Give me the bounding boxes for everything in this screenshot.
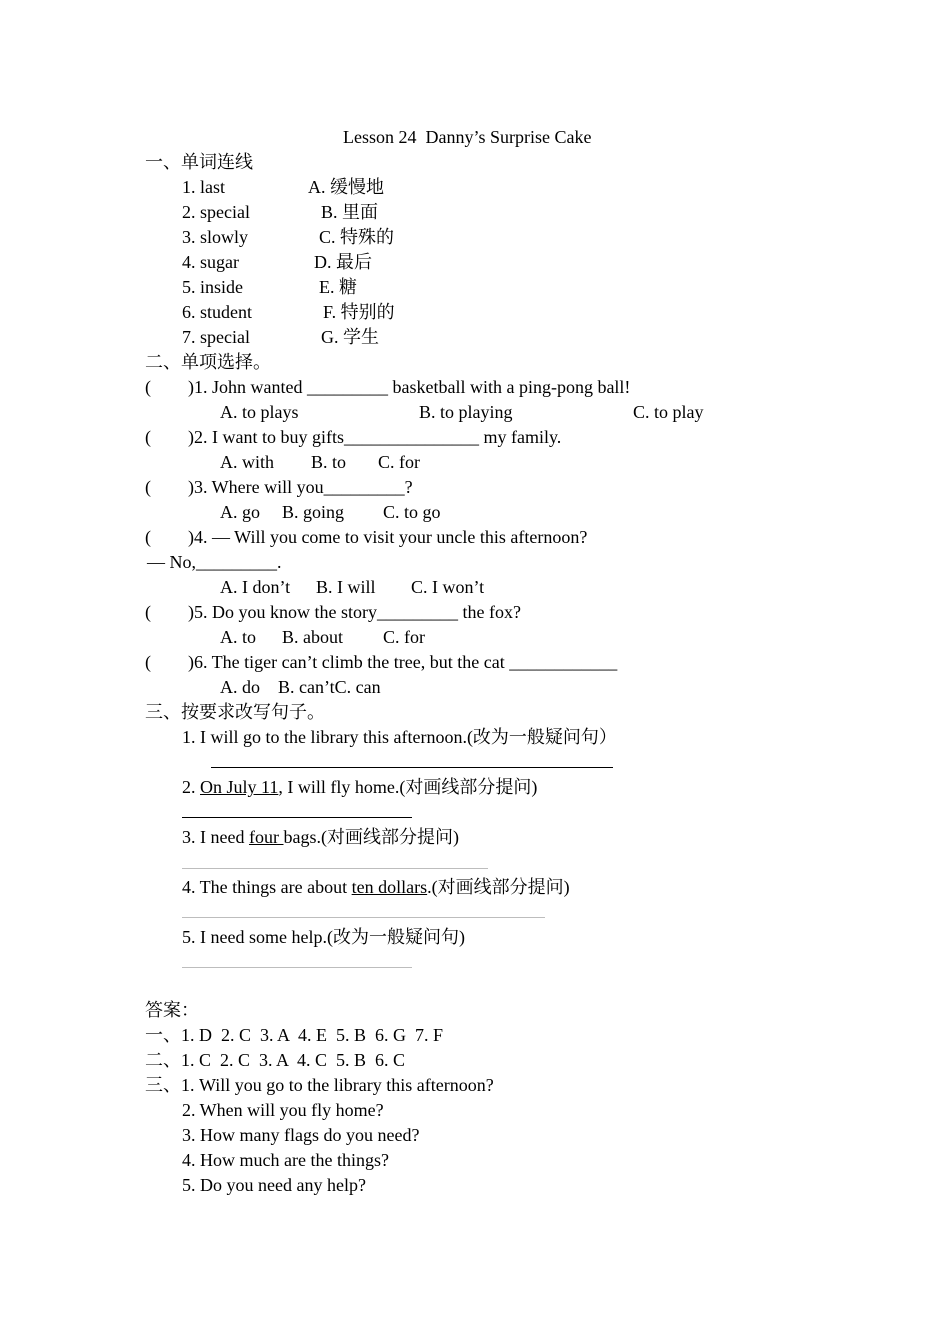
- word-right: C. 特殊的: [319, 227, 395, 247]
- section1-heading: 一、单词连线: [145, 152, 253, 172]
- answer-line[interactable]: [182, 917, 545, 918]
- option: A. with: [220, 452, 274, 472]
- rewrite-task: 4. The things are about ten dollars.(对画线部分提问): [182, 877, 570, 897]
- dialogue-reply: — No,_________.: [147, 552, 282, 572]
- word-left: 7. special: [182, 327, 250, 347]
- underlined-phrase: ten dollars: [351, 877, 428, 897]
- section3-heading: 三、按要求改写句子。: [145, 702, 325, 722]
- answer-paren: (: [145, 377, 151, 397]
- question-text: )5. Do you know the story_________ the fox?: [188, 602, 521, 622]
- option: B. to: [311, 452, 347, 472]
- answer-paren: (: [145, 427, 151, 447]
- answers-heading: 答案：: [145, 1000, 199, 1020]
- answer-line[interactable]: [182, 868, 488, 869]
- option: B. to playing: [419, 402, 513, 422]
- option: B. going: [282, 502, 345, 522]
- page-title: Lesson 24 Danny’s Surprise Cake: [343, 127, 592, 147]
- option: B. I will: [316, 577, 376, 597]
- question-text: )6. The tiger can’t climb the tree, but the cat ____________: [188, 652, 618, 672]
- answer-paren: (: [145, 602, 151, 622]
- rewrite-task: 1. I will go to the library this afternoon.(改为一般疑问句）: [182, 727, 617, 747]
- option: C. for: [383, 627, 425, 647]
- answer-paren: (: [145, 652, 151, 672]
- answer-line-text: 一、1. D 2. C 3. A 4. E 5. B 6. G 7. F: [145, 1025, 444, 1045]
- option: B. about: [282, 627, 343, 647]
- underlined-phrase: On July 11: [200, 777, 279, 797]
- rewrite-task: 3. I need four bags.(对画线部分提问): [182, 827, 459, 847]
- answer-line-text: 3. How many flags do you need?: [182, 1125, 420, 1145]
- answer-paren: (: [145, 527, 151, 547]
- option: A. to plays: [220, 402, 299, 422]
- option: C. for: [378, 452, 420, 472]
- question-text: )4. — Will you come to visit your uncle this afternoon?: [188, 527, 588, 547]
- answer-line[interactable]: [211, 767, 613, 768]
- answer-line-text: 2. When will you fly home?: [182, 1100, 384, 1120]
- question-text: )3. Where will you_________?: [188, 477, 413, 497]
- word-right: F. 特别的: [323, 302, 395, 322]
- word-left: 3. slowly: [182, 227, 249, 247]
- word-right: E. 糖: [319, 277, 357, 297]
- answer-line-text: 三、1. Will you go to the library this afternoon?: [145, 1075, 494, 1095]
- underlined-phrase: four: [248, 827, 284, 847]
- option: A. I don’t: [220, 577, 291, 597]
- question-text: )1. John wanted _________ basketball with a ping-pong ball!: [188, 377, 631, 397]
- word-right: G. 学生: [321, 327, 379, 347]
- word-left: 6. student: [182, 302, 252, 322]
- question-text: )2. I want to buy gifts_______________ my family.: [188, 427, 562, 447]
- rewrite-task: 2. On July 11, I will fly home.(对画线部分提问): [182, 777, 538, 797]
- answer-paren: (: [145, 477, 151, 497]
- rewrite-task: 5. I need some help.(改为一般疑问句): [182, 927, 465, 947]
- word-right: A. 缓慢地: [308, 177, 384, 197]
- word-left: 2. special: [182, 202, 250, 222]
- word-left: 5. inside: [182, 277, 243, 297]
- option: C. to go: [383, 502, 441, 522]
- answer-line[interactable]: [182, 967, 412, 968]
- answer-line-text: 5. Do you need any help?: [182, 1175, 366, 1195]
- option: C. I won’t: [411, 577, 485, 597]
- option: C. to play: [633, 402, 704, 422]
- word-left: 1. last: [182, 177, 225, 197]
- word-right: D. 最后: [314, 252, 372, 272]
- option: A. go: [220, 502, 260, 522]
- section2-heading: 二、单项选择。: [145, 352, 271, 372]
- option: A. to: [220, 627, 256, 647]
- option: A. do B. can’tC. can: [220, 677, 381, 697]
- answer-line[interactable]: [182, 817, 412, 818]
- word-right: B. 里面: [321, 202, 379, 222]
- answer-line-text: 二、1. C 2. C 3. A 4. C 5. B 6. C: [145, 1050, 406, 1070]
- answer-line-text: 4. How much are the things?: [182, 1150, 389, 1170]
- word-left: 4. sugar: [182, 252, 239, 272]
